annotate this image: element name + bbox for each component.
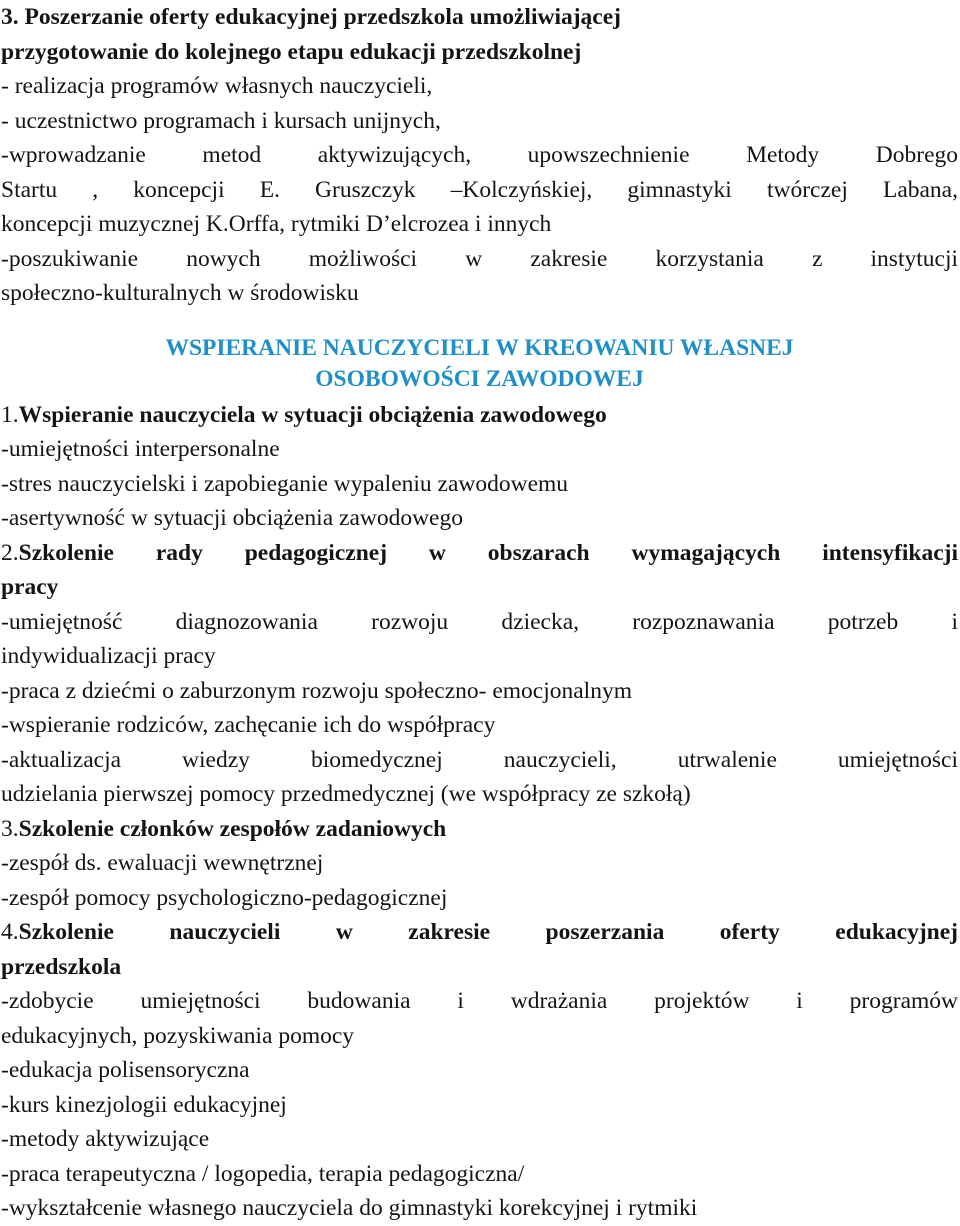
list-item: społeczno-kulturalnych w środowisku	[1, 280, 359, 306]
point-title: Szkolenie nauczycieli w zakresie poszerzania oferty edukacyjnej	[18, 919, 958, 945]
list-item: -umiejętności interpersonalne	[1, 436, 280, 462]
list-item: - uczestnictwo programach i kursach unijnych,	[1, 107, 441, 134]
point-title: Szkolenie członków zespołów zadaniowych	[18, 815, 447, 842]
list-item: -zespół ds. ewaluacji wewnętrznej	[1, 850, 324, 876]
point-1-title	[1, 398, 958, 433]
list-item: udzielania pierwszej pomocy przedmedycznej (we współpracy ze szkołą)	[1, 781, 691, 807]
list-item: -wykształcenie własnego nauczyciela do gimnastyki korekcyjnej i rytmiki	[1, 1195, 698, 1221]
list-item: -aktualizacja wiedzy biomedycznej nauczycieli, utrwalenie umiejętności	[1, 746, 958, 773]
point-title-continued: pracy	[1, 574, 59, 600]
point-title: Wspieranie nauczyciela w sytuacji obciążenia zawodowego	[18, 401, 607, 428]
list-item: -asertywność w sytuacji obciążenia zawodowego	[1, 505, 463, 531]
list-item: -umiejętność diagnozowania rozwoju dziecka, rozpoznawania potrzeb i	[1, 608, 958, 635]
point-4-title	[1, 915, 958, 950]
list-item: Startu , koncepcji E. Gruszczyk –Kolczyńskiej, gimnastyki twórczej Labana,	[1, 176, 958, 203]
list-item: edukacyjnych, pozyskiwania pomocy	[1, 1022, 355, 1049]
list-item: -metody aktywizujące	[1, 1126, 210, 1152]
list-item: indywidualizacji pracy	[1, 643, 216, 669]
section-heading-line2: OSOBOWOŚCI ZAWODOWEJ	[315, 365, 644, 392]
point-title: Szkolenie rady pedagogicznej w obszarach wymagających intensyfikacji	[18, 539, 958, 566]
list-item: -edukacja polisensoryczna	[1, 1057, 250, 1083]
list-item: -zespół pomocy psychologiczno-pedagogicznej	[1, 884, 448, 911]
list-item: -stres nauczycielski i zapobieganie wypaleniu zawodowemu	[1, 470, 569, 497]
list-item: -zdobycie umiejętności budowania i wdrażania projektów i programów	[1, 988, 958, 1014]
section-heading-line1: WSPIERANIE NAUCZYCIELI W KREOWANIU WŁASNEJ	[165, 334, 794, 361]
list-item: -kurs kinezjologii edukacyjnej	[1, 1091, 287, 1118]
point-number: 4.	[1, 919, 19, 945]
list-item: -wspieranie rodziców, zachęcanie ich do współpracy	[1, 712, 496, 738]
point-2-title	[1, 536, 958, 571]
list-item: koncepcji muzycznej K.Orffa, rytmiki D’elcrozea i innych	[1, 211, 552, 237]
section-title-line2: przygotowanie do kolejnego etapu edukacji przedszkolnej	[1, 38, 582, 65]
section-heading	[1, 333, 958, 395]
point-number: 3.	[1, 815, 19, 842]
list-item: -praca terapeutyczna / logopedia, terapia pedagogiczna/	[1, 1160, 525, 1187]
point-title-continued: przedszkola	[1, 953, 122, 980]
point-number: 2.	[1, 539, 19, 566]
list-item: -wprowadzanie metod aktywizujących, upowszechnienie Metody Dobrego	[1, 142, 958, 168]
point-number: 1.	[1, 401, 19, 428]
point-3-title	[1, 812, 958, 847]
document-page	[1, 0, 958, 1226]
list-item: -poszukiwanie nowych możliwości w zakresie korzystania z instytucji	[1, 245, 958, 272]
list-item: - realizacja programów własnych nauczycieli,	[1, 73, 433, 99]
list-item: -praca z dziećmi o zaburzonym rozwoju społeczno- emocjonalnym	[1, 677, 632, 704]
section-title-line1: 3. Poszerzanie oferty edukacyjnej przedszkola umożliwiającej	[1, 4, 621, 30]
